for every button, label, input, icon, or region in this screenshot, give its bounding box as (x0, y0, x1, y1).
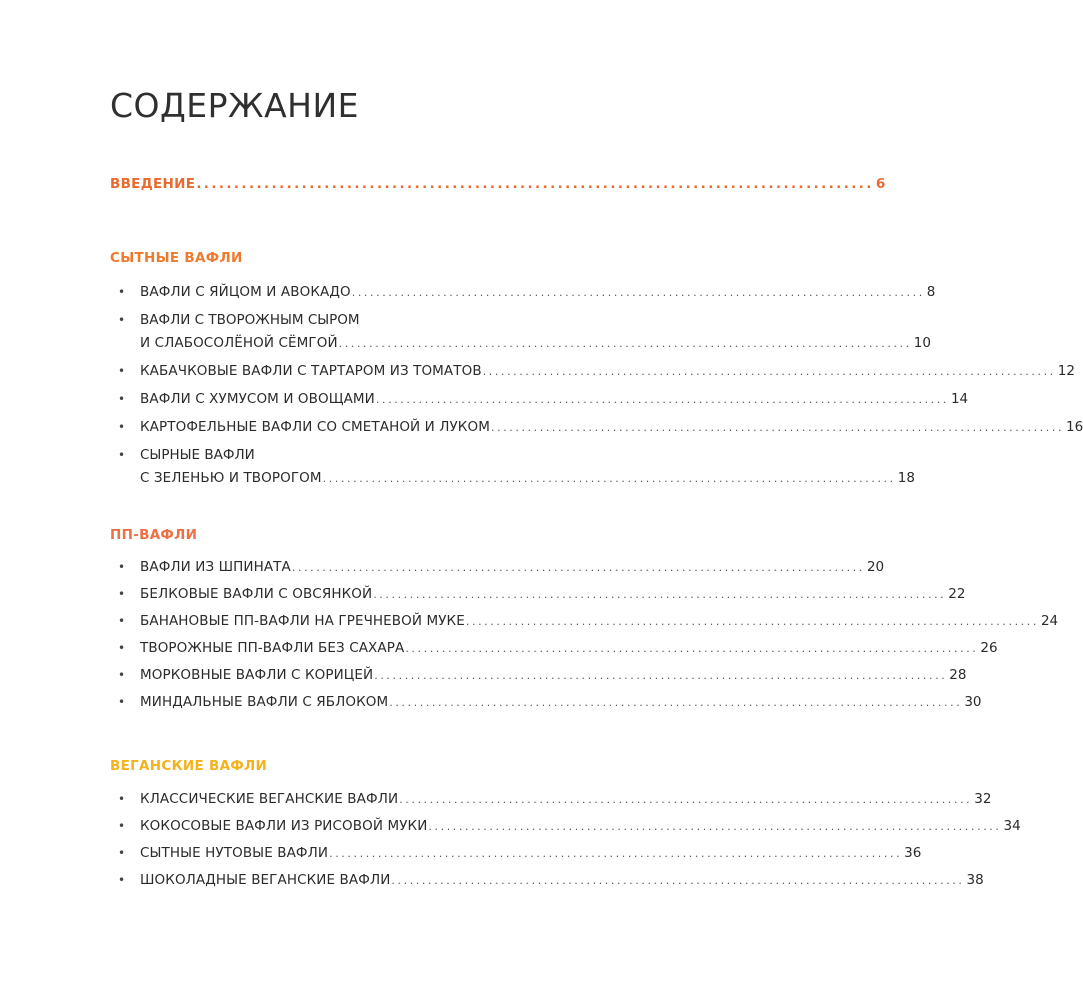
dot-leader: .............................................................................................. (338, 337, 912, 350)
page-title: СОДЕРЖАНИЕ (110, 86, 360, 125)
toc-entry-page: 12 (1057, 363, 1075, 379)
bullet-icon: • (118, 614, 126, 628)
toc-entry-page: 20 (866, 559, 885, 575)
toc-entry-page: 28 (949, 667, 967, 683)
dot-leader: .............................................................................................. (391, 874, 965, 887)
toc-entry-title-line1: СЫРНЫЕ ВАФЛИ (140, 447, 255, 463)
dot-leader: .............................................................................................. (322, 472, 896, 485)
toc-entry[interactable] (118, 637, 998, 660)
bullet-icon: • (118, 819, 126, 833)
dot-leader: .............................................................................................. (428, 820, 1002, 833)
toc-entry-title: БАНАНОВЫЕ ПП-ВАФЛИ НА ГРЕЧНЕВОЙ МУКЕ (140, 613, 465, 629)
bullet-icon: • (118, 560, 126, 574)
bullet-icon: • (118, 392, 126, 406)
toc-entry-title: СЫТНЫЕ НУТОВЫЕ ВАФЛИ (140, 845, 329, 861)
bullet-icon: • (118, 641, 126, 655)
toc-entry-title: ШОКОЛАДНЫЕ ВЕГАНСКИЕ ВАФЛИ (140, 872, 391, 888)
dot-leader: .............................................................................................. (482, 365, 1056, 378)
toc-entry[interactable] (118, 583, 966, 606)
toc-entry-page: 16 (1066, 419, 1083, 435)
toc-entry-page: 10 (913, 335, 931, 351)
dot-leader: .............................................................................................. (405, 642, 979, 655)
toc-entry-page: 24 (1040, 613, 1059, 629)
bullet-icon: • (118, 846, 126, 860)
toc-entry[interactable] (118, 869, 984, 892)
bullet-icon: • (118, 668, 126, 682)
toc-entry[interactable] (118, 309, 931, 355)
toc-entry[interactable] (118, 360, 1075, 383)
toc-entry-page: 30 (964, 694, 982, 710)
toc-entry[interactable] (118, 788, 992, 811)
toc-entry[interactable] (118, 281, 936, 304)
toc-entry-page: 34 (1003, 818, 1021, 834)
toc-entry-page: 32 (974, 791, 992, 807)
bullet-icon: • (118, 420, 126, 434)
dot-leader: .......................................................................................... (196, 176, 874, 192)
toc-entry-title: КАБАЧКОВЫЕ ВАФЛИ С ТАРТАРОМ ИЗ ТОМАТОВ (140, 363, 482, 379)
toc-list-savory (118, 281, 1083, 490)
dot-leader: .............................................................................................. (389, 696, 963, 709)
bullet-icon: • (118, 695, 126, 709)
dot-leader: .............................................................................................. (373, 588, 947, 601)
toc-entry-page: 22 (948, 586, 966, 602)
toc-entry-page: 26 (980, 640, 998, 656)
dot-leader: .............................................................................................. (465, 615, 1039, 628)
toc-entry[interactable] (118, 388, 969, 411)
toc-entry-title: МИНДАЛЬНЫЕ ВАФЛИ С ЯБЛОКОМ (140, 694, 389, 710)
toc-entry-page: 18 (897, 470, 915, 486)
toc-entry-page: 8 (926, 284, 936, 300)
toc-entry[interactable] (118, 610, 1059, 633)
toc-entry-title: ВАФЛИ ИЗ ШПИНАТА (140, 559, 291, 575)
toc-entry-title: С ЗЕЛЕНЬЮ И ТВОРОГОМ (140, 470, 322, 486)
toc-entry-page: 38 (966, 872, 984, 888)
dot-leader: .............................................................................................. (329, 847, 903, 860)
bullet-icon: • (118, 873, 126, 887)
dot-leader: .............................................................................................. (490, 421, 1065, 434)
toc-list-pp (118, 556, 1059, 714)
toc-entry-title: И СЛАБОСОЛЁНОЙ СЁМГОЙ (140, 335, 338, 351)
toc-entry-title: МОРКОВНЫЕ ВАФЛИ С КОРИЦЕЙ (140, 667, 374, 683)
toc-entry[interactable] (118, 691, 982, 714)
toc-entry[interactable] (118, 815, 1021, 838)
toc-entry[interactable] (118, 444, 915, 490)
toc-entry-title: БЕЛКОВЫЕ ВАФЛИ С ОВСЯНКОЙ (140, 586, 373, 602)
intro-page-number: 6 (875, 176, 886, 192)
bullet-icon: • (118, 364, 126, 378)
section-heading-savory: СЫТНЫЕ ВАФЛИ (110, 250, 243, 266)
bullet-icon: • (118, 313, 126, 327)
toc-entry-title: ВАФЛИ С ХУМУСОМ И ОВОЩАМИ (140, 391, 375, 407)
toc-entry-title: КАРТОФЕЛЬНЫЕ ВАФЛИ СО СМЕТАНОЙ И ЛУКОМ (140, 419, 490, 435)
section-heading-vegan: ВЕГАНСКИЕ ВАФЛИ (110, 758, 268, 774)
bullet-icon: • (118, 448, 126, 462)
toc-list-vegan (118, 788, 1021, 892)
dot-leader: .............................................................................................. (351, 286, 925, 299)
toc-entry-title: КОКОСОВЫЕ ВАФЛИ ИЗ РИСОВОЙ МУКИ (140, 818, 428, 834)
dot-leader: .............................................................................................. (399, 793, 973, 806)
toc-entry-intro[interactable] (110, 176, 886, 198)
toc-entry[interactable] (118, 664, 967, 687)
bullet-icon: • (118, 792, 126, 806)
toc-entry-title-line1: ВАФЛИ С ТВОРОЖНЫМ СЫРОМ (140, 312, 360, 328)
toc-entry[interactable] (118, 556, 885, 579)
toc-entry-title: КЛАССИЧЕСКИЕ ВЕГАНСКИЕ ВАФЛИ (140, 791, 399, 807)
toc-entry-page: 14 (950, 391, 969, 407)
toc-entry[interactable] (118, 842, 922, 865)
dot-leader: .............................................................................................. (291, 561, 865, 574)
toc-entry-title: ТВОРОЖНЫЕ ПП-ВАФЛИ БЕЗ САХАРА (140, 640, 405, 656)
dot-leader: .............................................................................................. (375, 393, 949, 406)
section-heading-pp: ПП-ВАФЛИ (110, 527, 198, 543)
intro-label: ВВЕДЕНИЕ (110, 176, 196, 192)
bullet-icon: • (118, 587, 126, 601)
dot-leader: .............................................................................................. (374, 669, 948, 682)
bullet-icon: • (118, 285, 126, 299)
toc-entry-page: 36 (904, 845, 922, 861)
toc-entry-title: ВАФЛИ С ЯЙЦОМ И АВОКАДО (140, 284, 351, 300)
toc-entry[interactable] (118, 416, 1083, 439)
